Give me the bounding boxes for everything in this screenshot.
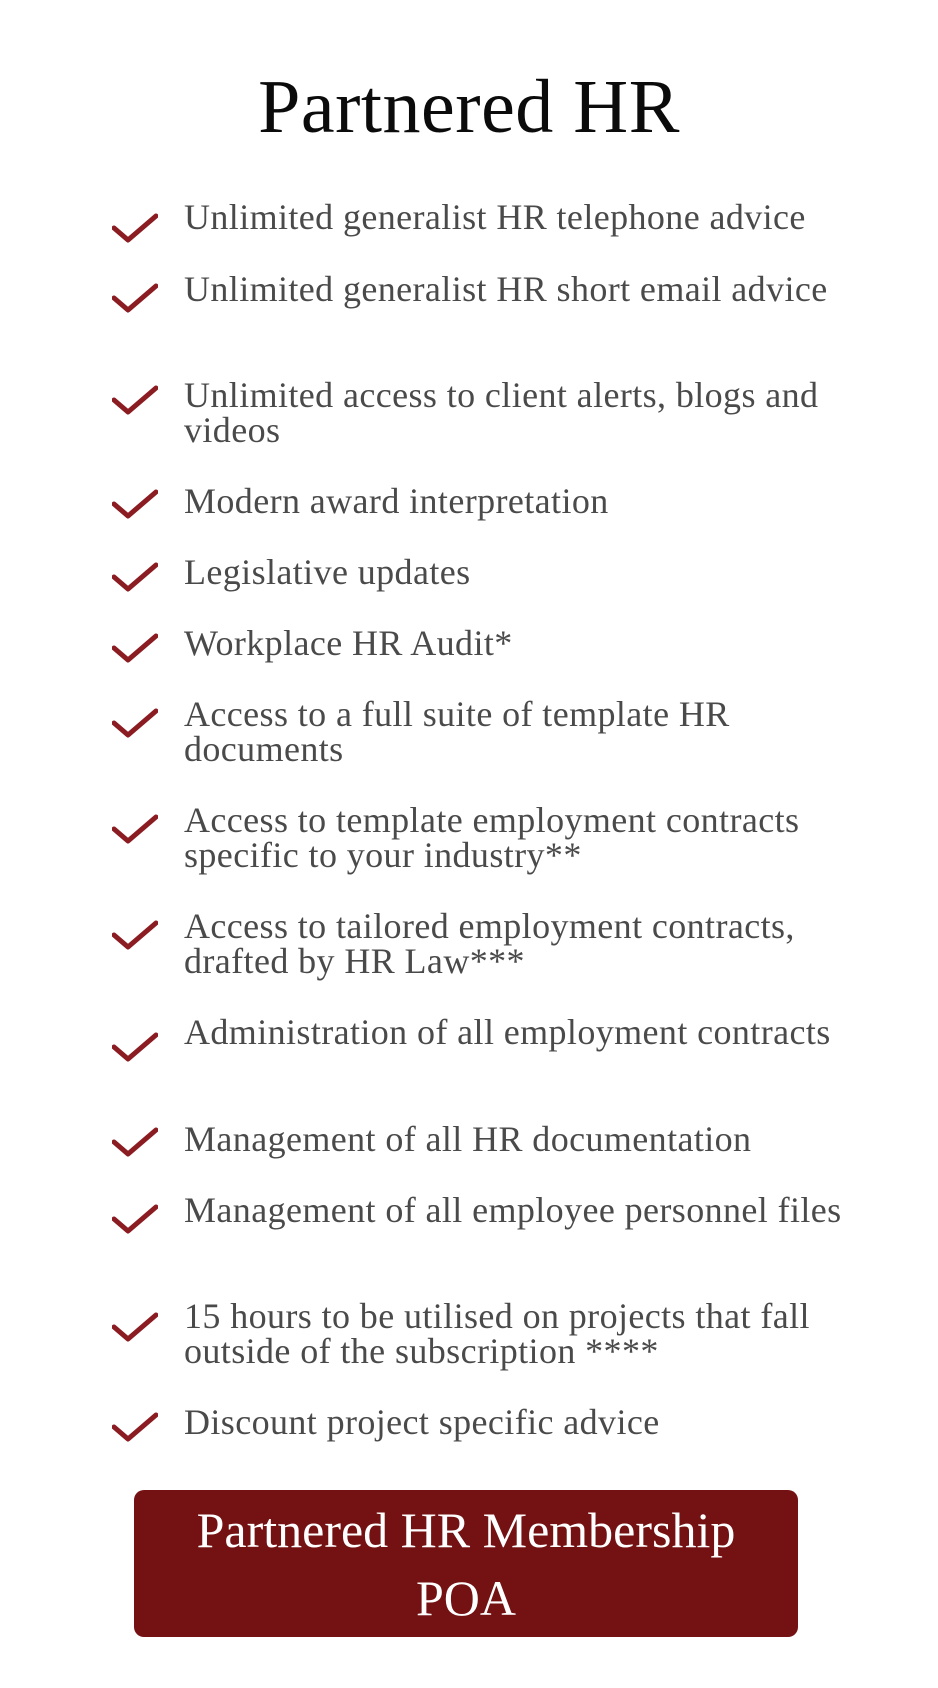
check-icon xyxy=(112,280,158,316)
check-icon xyxy=(112,917,158,953)
check-icon xyxy=(112,1409,158,1445)
feature-text: Modern award interpretation xyxy=(184,481,609,521)
feature-text: Legislative updates xyxy=(184,552,471,592)
check-icon xyxy=(112,811,158,847)
check-icon xyxy=(112,1124,158,1160)
feature-text: Unlimited generalist HR telephone advice xyxy=(184,197,806,237)
feature-text: Discount project specific advice xyxy=(184,1402,660,1442)
feature-text: Access to template employment contracts specific to your industry** xyxy=(184,800,800,875)
check-icon xyxy=(112,630,158,666)
membership-button-label: Partnered HR Membership xyxy=(196,1502,736,1558)
feature-text: Administration of all employment contracts xyxy=(184,1012,831,1052)
plan-title: Partnered HR xyxy=(258,65,680,149)
feature-text: Management of all employee personnel files xyxy=(184,1190,842,1230)
check-icon xyxy=(112,559,158,595)
check-icon xyxy=(112,1201,158,1237)
check-icon xyxy=(112,1029,158,1065)
check-icon xyxy=(112,1309,158,1345)
membership-button[interactable] xyxy=(134,1490,798,1637)
feature-text: Workplace HR Audit* xyxy=(184,623,513,663)
membership-price: POA xyxy=(415,1570,517,1626)
feature-text: Unlimited access to client alerts, blogs and videos xyxy=(184,375,819,450)
feature-text: Access to a full suite of template HR documents xyxy=(184,694,730,769)
check-icon xyxy=(112,705,158,741)
check-icon xyxy=(112,210,158,246)
feature-text: Access to tailored employment contracts, drafted by HR Law*** xyxy=(184,906,795,981)
feature-text: Unlimited generalist HR short email advice xyxy=(184,269,828,309)
check-icon xyxy=(112,382,158,418)
feature-text: 15 hours to be utilised on projects that fall outside of the subscription **** xyxy=(184,1296,810,1371)
feature-text: Management of all HR documentation xyxy=(184,1119,752,1159)
check-icon xyxy=(112,486,158,522)
